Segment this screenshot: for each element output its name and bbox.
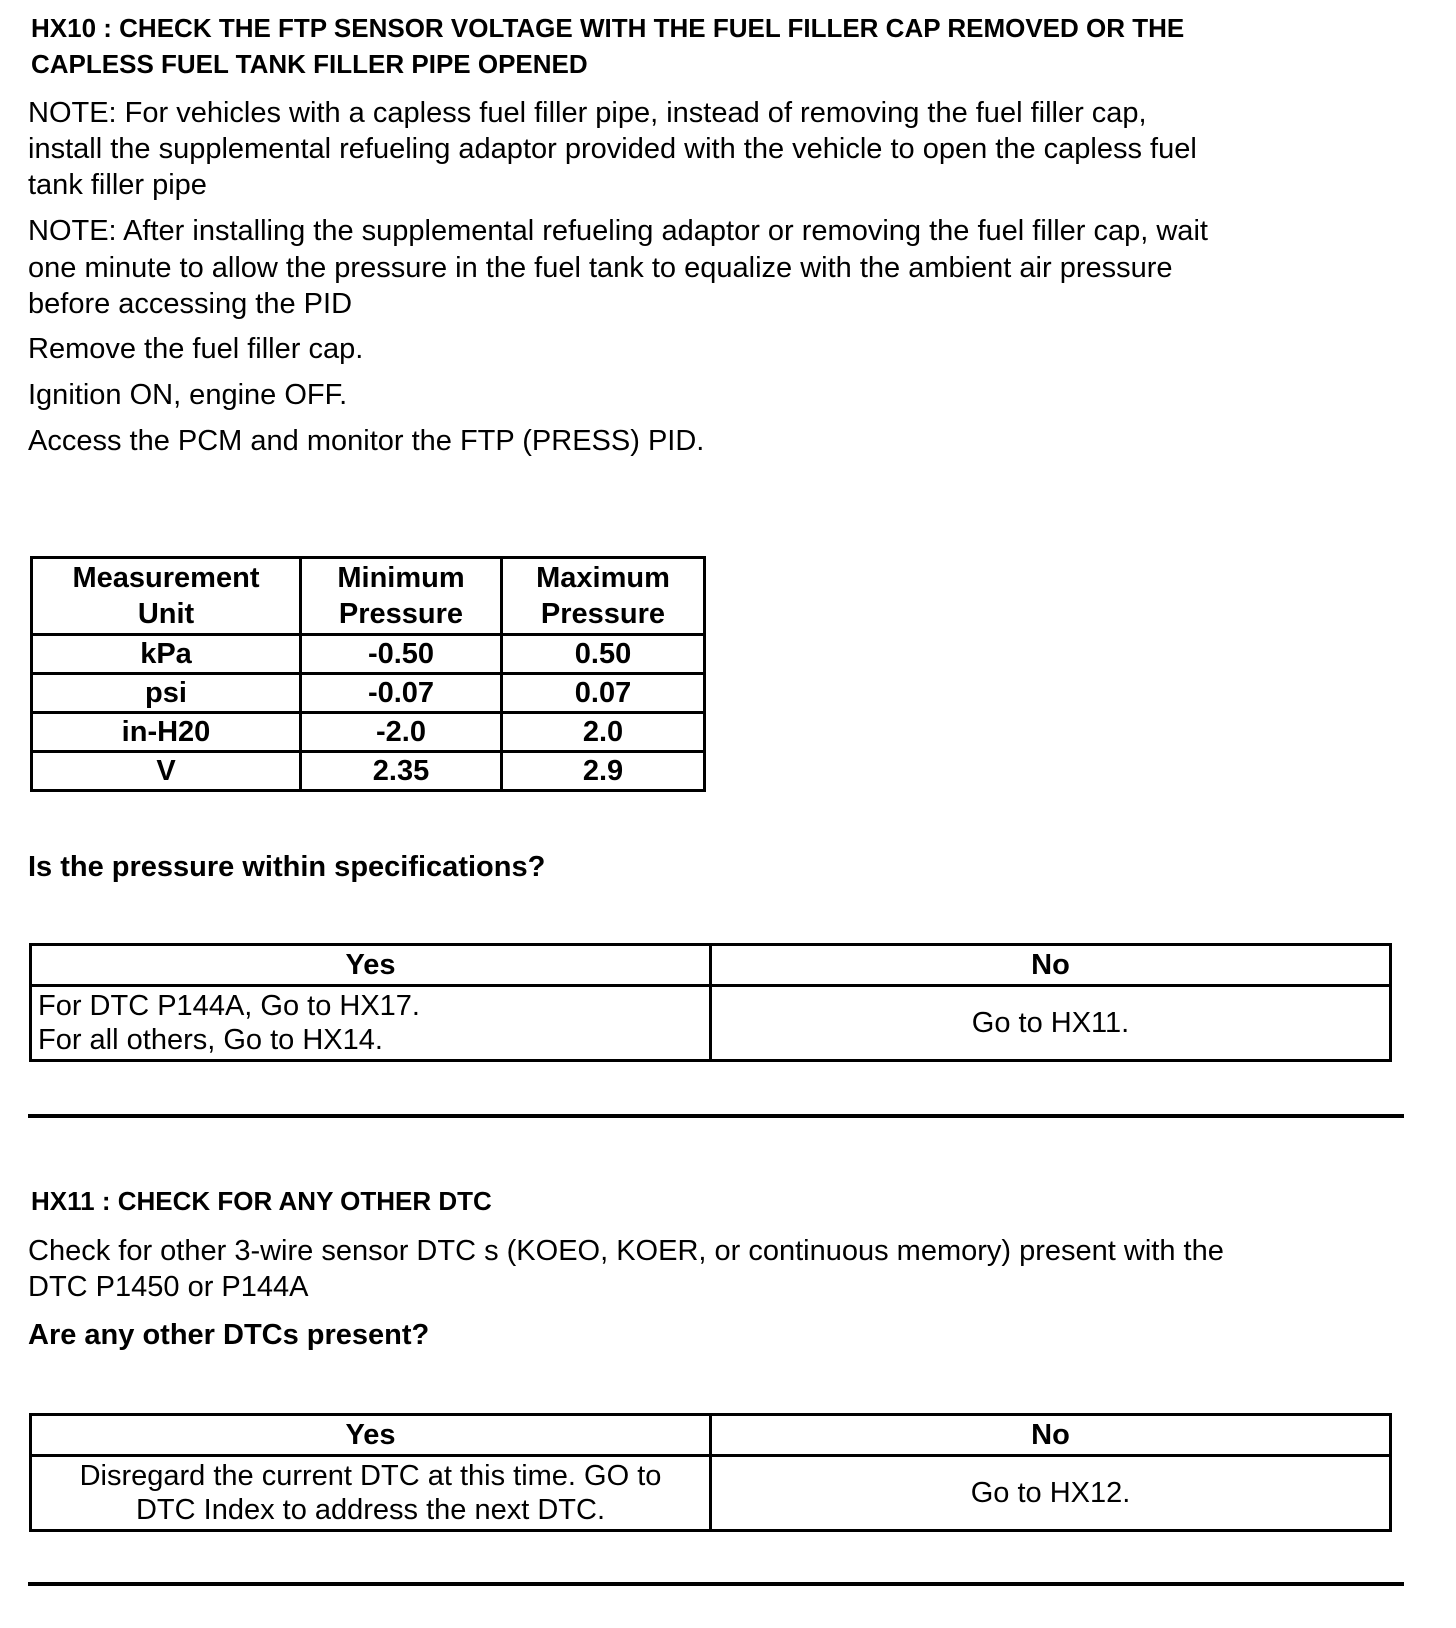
unit-cell: in-H20 <box>32 713 301 752</box>
hx10-heading-line1: HX10 : CHECK THE FTP SENSOR VOLTAGE WITH THE FUEL FILLER CAP REMOVED OR THE <box>31 13 1185 43</box>
decision-header-row <box>31 1415 1391 1456</box>
decision-body-row <box>31 1456 1391 1531</box>
yes-outcome <box>31 1456 711 1531</box>
table-row <box>32 713 705 752</box>
yes-outcome-line1: For DTC P144A, Go to HX17. <box>38 990 420 1022</box>
max-cell: 0.07 <box>502 674 705 713</box>
decision-body-row <box>31 986 1391 1061</box>
hx11-body-line1: Check for other 3-wire sensor DTC s (KOEO, KOER, or continuous memory) present with the <box>28 1235 1224 1267</box>
table-row <box>32 674 705 713</box>
decision-header-row <box>31 945 1391 986</box>
step-remove-cap: Remove the fuel filler cap. <box>28 333 364 365</box>
no-header: No <box>711 945 1391 986</box>
max-cell: 2.0 <box>502 713 705 752</box>
table-row <box>32 635 705 674</box>
note2-line2: one minute to allow the pressure in the fuel tank to equalize with the ambient air pressure <box>28 252 1173 284</box>
step-ignition-on: Ignition ON, engine OFF. <box>28 379 348 411</box>
yes-outcome-line2: DTC Index to address the next DTC. <box>135 1494 606 1526</box>
max-cell: 0.50 <box>502 635 705 674</box>
unit-cell: psi <box>32 674 301 713</box>
note2-line1: NOTE: After installing the supplemental refueling adaptor or removing the fuel filler cap, wait <box>28 215 1208 247</box>
min-cell: -0.07 <box>301 674 502 713</box>
hx11-body-line2: DTC P1450 or P144A <box>28 1271 309 1303</box>
header-maximum-pressure: Maximum Pressure <box>502 558 705 635</box>
note1-line2: install the supplemental refueling adaptor provided with the vehicle to open the capless fuel <box>28 133 1197 165</box>
hx10-question: Is the pressure within specifications? <box>28 851 546 883</box>
hx11-decision-table <box>29 1413 1392 1532</box>
hx10-heading-line2: CAPLESS FUEL TANK FILLER PIPE OPENED <box>31 49 588 79</box>
min-cell: 2.35 <box>301 752 502 791</box>
yes-header: Yes <box>31 1415 711 1456</box>
yes-outcome-line2: For all others, Go to HX14. <box>38 1024 383 1056</box>
max-cell: 2.9 <box>502 752 705 791</box>
spec-table-header-row <box>32 558 705 635</box>
pressure-spec-table <box>30 556 706 792</box>
unit-cell: V <box>32 752 301 791</box>
note2-line3: before accessing the PID <box>28 288 353 320</box>
no-outcome: Go to HX12. <box>711 1456 1391 1531</box>
yes-outcome <box>31 986 711 1061</box>
header-measurement-unit: Measurement Unit <box>32 558 301 635</box>
unit-cell: kPa <box>32 635 301 674</box>
yes-outcome-line1: Disregard the current DTC at this time. GO to <box>79 1460 662 1492</box>
no-outcome: Go to HX11. <box>711 986 1391 1061</box>
section-divider <box>28 1114 1404 1118</box>
hx11-heading: HX11 : CHECK FOR ANY OTHER DTC <box>31 1186 492 1216</box>
hx10-decision-table <box>29 943 1392 1062</box>
note1-line1: NOTE: For vehicles with a capless fuel filler pipe, instead of removing the fuel filler cap, <box>28 97 1147 129</box>
header-minimum-pressure: Minimum Pressure <box>301 558 502 635</box>
note1-line3: tank filler pipe <box>28 169 207 201</box>
step-access-pcm: Access the PCM and monitor the FTP (PRESS) PID. <box>28 425 705 457</box>
no-header: No <box>711 1415 1391 1456</box>
yes-header: Yes <box>31 945 711 986</box>
min-cell: -0.50 <box>301 635 502 674</box>
table-row <box>32 752 705 791</box>
section-divider <box>28 1582 1404 1586</box>
min-cell: -2.0 <box>301 713 502 752</box>
hx11-question: Are any other DTCs present? <box>28 1319 430 1351</box>
